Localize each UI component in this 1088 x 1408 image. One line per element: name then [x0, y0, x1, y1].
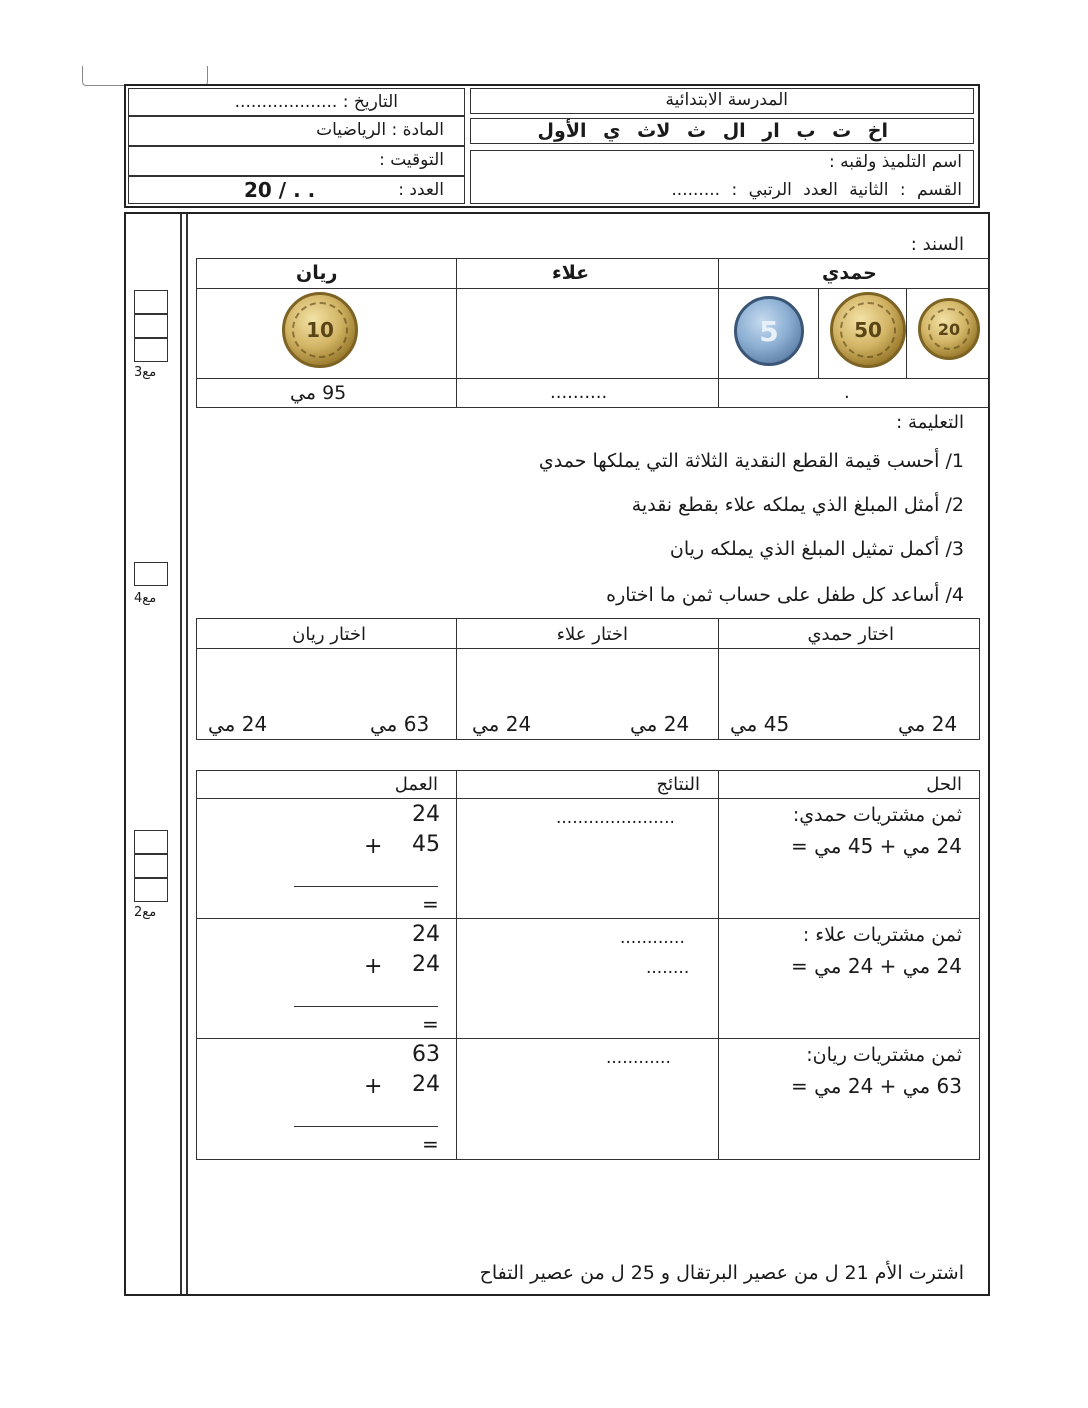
addend-top: 24: [412, 922, 440, 947]
choices-col-line: [456, 618, 457, 740]
grade-label: العدد :: [398, 180, 444, 200]
choice-header-hamdi: اختار حمدي: [807, 624, 894, 645]
price-tag: 24 مي: [898, 712, 958, 736]
name-alaa: علاء: [552, 262, 590, 284]
row-equation: 24 مي + 24 مي =: [791, 954, 962, 978]
instruction-item: 1/ أحسب قيمة القطع النقدية الثلاثة التي يملكها حمدي: [538, 450, 964, 472]
addend-bottom: 24: [412, 1072, 440, 1097]
solution-header-hal: الحل: [926, 774, 962, 795]
school-name: المدرسة الابتدائية: [665, 90, 788, 110]
price-tag: 24 مي: [630, 712, 690, 736]
corner-tab: [82, 66, 208, 86]
solution-col-line: [718, 770, 719, 1160]
grade-box[interactable]: [134, 854, 168, 878]
sanad-col-line: [456, 258, 457, 408]
row-title: ثمن مشتريات ريان:: [806, 1044, 962, 1066]
row-equation: 63 مي + 24 مي =: [791, 1074, 962, 1098]
equals-sign: =: [422, 892, 439, 916]
value-hamdi[interactable]: .: [844, 382, 850, 403]
result-blank[interactable]: ............: [606, 1048, 671, 1068]
sanad-col-line: [718, 258, 719, 408]
student-name-label: اسم التلميذ ولقبه :: [829, 152, 962, 172]
equals-sign: =: [422, 1132, 439, 1156]
price-tag: 63 مي: [370, 712, 430, 736]
timing-line: التوقيت :: [379, 150, 444, 170]
grade-box[interactable]: [134, 314, 168, 338]
row-title: ثمن مشتريات علاء :: [802, 924, 962, 946]
sum-line: [294, 886, 438, 887]
coin-5-millimes: 5: [734, 296, 804, 366]
plus-sign: +: [364, 1074, 383, 1099]
solution-header-results: النتائج: [656, 774, 700, 795]
name-hamdi: حمدي: [822, 262, 877, 284]
result-blank[interactable]: ........: [646, 958, 690, 978]
criterion-label: مع3: [134, 365, 157, 380]
addend-top: 24: [412, 802, 440, 827]
sanad-coin-divider: [906, 288, 907, 378]
choice-header-alaa: اختار علاء: [556, 624, 628, 645]
instruction-item: 4/ أساعد كل طفل على حساب ثمن ما اختاره: [606, 584, 964, 606]
price-tag: 45 مي: [730, 712, 790, 736]
solution-row-line: [196, 918, 980, 919]
sanad-label: السند :: [910, 234, 964, 255]
solution-row-line: [196, 1038, 980, 1039]
instructions-label: التعليمة :: [896, 412, 964, 433]
margin-divider-inner: [186, 214, 188, 1294]
coin-20-millimes: 20: [918, 298, 980, 360]
margin-divider-outer: [180, 214, 182, 1294]
plus-sign: +: [364, 954, 383, 979]
criterion-label: مع4: [134, 591, 157, 606]
solution-header-work: العمل: [394, 774, 438, 795]
instruction-item: 3/ أكمل تمثيل المبلغ الذي يملكه ريان: [669, 538, 964, 560]
solution-row-line: [196, 798, 980, 799]
coin-50-millimes: 50: [830, 292, 906, 368]
date-line: التاريخ : ...................: [234, 92, 398, 112]
sanad-coin-divider: [818, 288, 819, 378]
exam-title: اخ ت ب ار ال ث لاث ي الأول: [537, 120, 888, 142]
subject-line: المادة : الرياضيات: [316, 120, 444, 140]
equals-sign: =: [422, 1012, 439, 1036]
sanad-row-line: [196, 288, 990, 289]
addend-bottom: 45: [412, 832, 440, 857]
row-equation: 24 مي + 45 مي =: [791, 834, 962, 858]
choices-row-line: [196, 648, 980, 649]
choices-col-line: [718, 618, 719, 740]
result-blank[interactable]: ............: [620, 928, 685, 948]
solution-col-line: [456, 770, 457, 1160]
grade-box[interactable]: [134, 290, 168, 314]
addend-bottom: 24: [412, 952, 440, 977]
addend-top: 63: [412, 1042, 440, 1067]
footer-problem: اشترت الأم 21 ل من عصير البرتقال و 25 ل من عصير التفاح: [479, 1262, 964, 1284]
name-rayan: ريان: [296, 262, 338, 284]
value-rayan: 95 مي: [290, 382, 347, 404]
value-alaa[interactable]: ..........: [550, 382, 608, 403]
sum-line: [294, 1126, 438, 1127]
criterion-label: مع2: [134, 905, 157, 920]
grade-box[interactable]: [134, 878, 168, 902]
grade-box[interactable]: [134, 338, 168, 362]
grade-value: 20 / . .: [244, 178, 316, 202]
grade-box[interactable]: [134, 562, 168, 586]
grade-box[interactable]: [134, 830, 168, 854]
row-title: ثمن مشتريات حمدي:: [792, 804, 962, 826]
class-line: القسم : الثانية العدد الرتبي : .........: [671, 180, 962, 200]
choice-header-rayan: اختار ريان: [292, 624, 366, 645]
price-tag: 24 مي: [208, 712, 268, 736]
coin-10-millimes: 10: [282, 292, 358, 368]
instruction-item: 2/ أمثل المبلغ الذي يملكه علاء بقطع نقدية: [631, 494, 964, 516]
plus-sign: +: [364, 834, 383, 859]
result-blank[interactable]: ......................: [556, 808, 675, 828]
sanad-row-line: [196, 378, 990, 379]
sum-line: [294, 1006, 438, 1007]
price-tag: 24 مي: [472, 712, 532, 736]
